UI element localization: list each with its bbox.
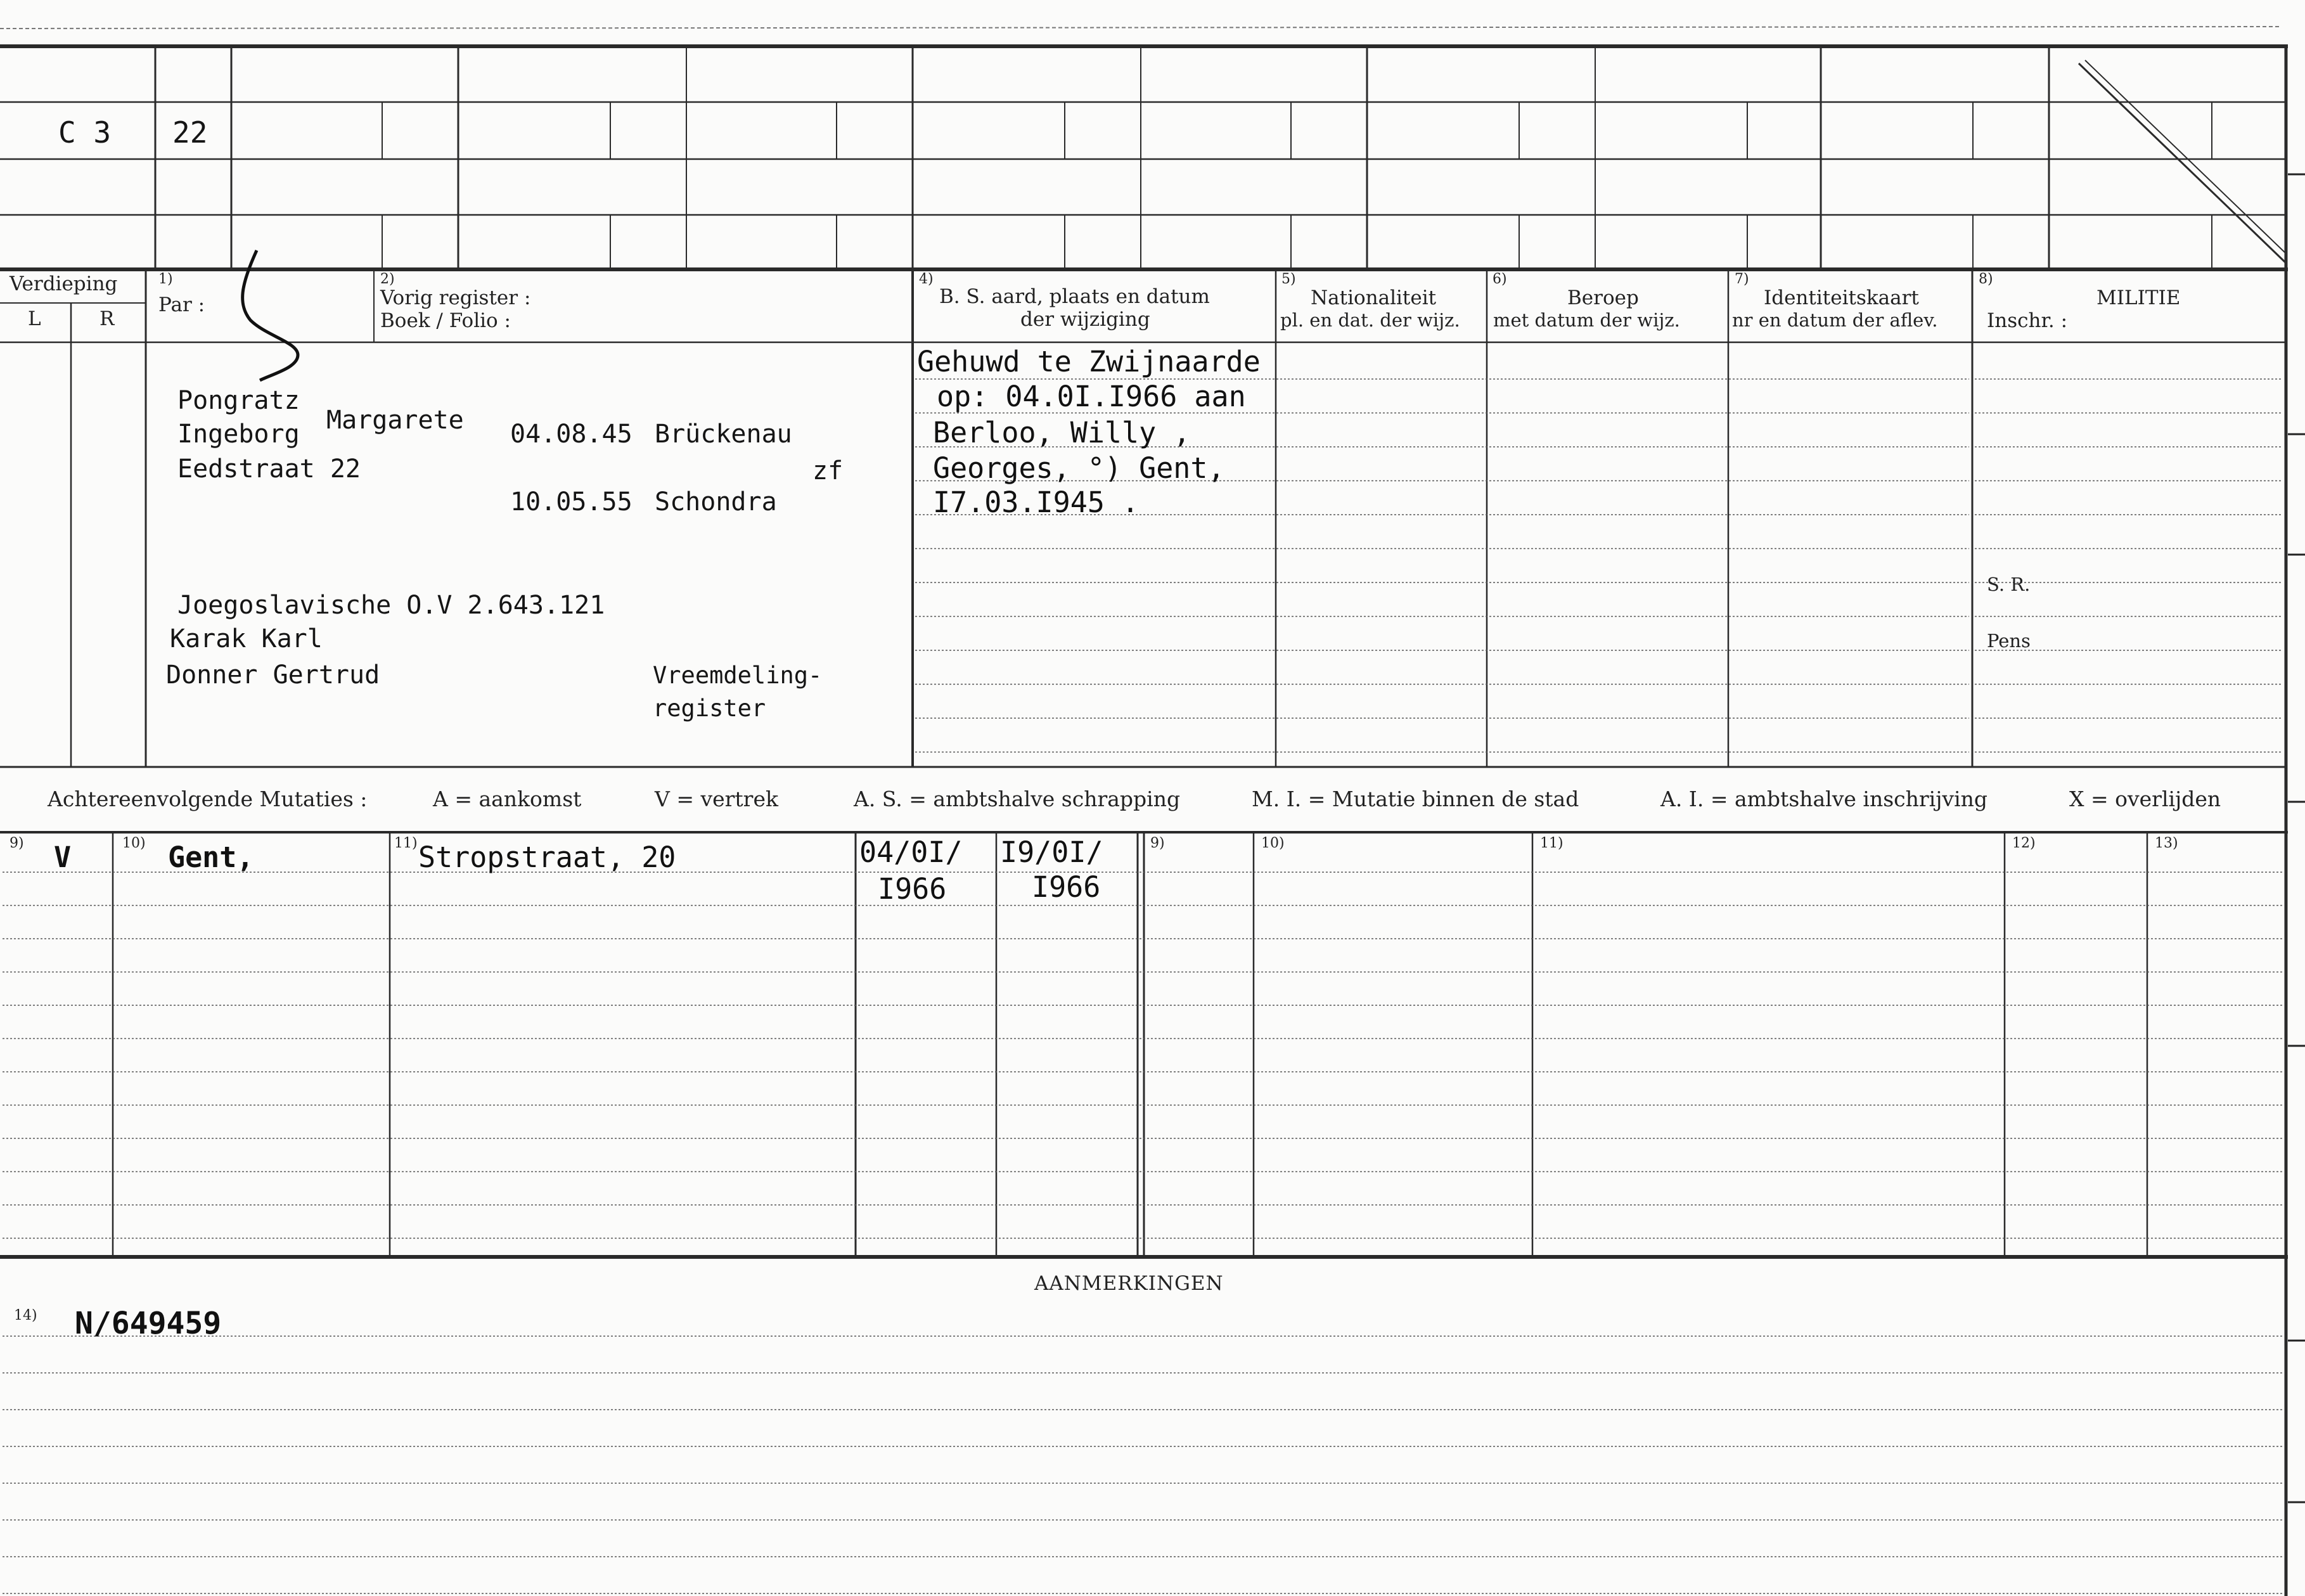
mut-header-13: 13) [2155, 835, 2178, 851]
mut-header-11-right: 11) [1540, 835, 1563, 851]
header-nationaliteit: Nationaliteit [1311, 286, 1437, 309]
nationality-line: Joegoslavische O.V 2.643.121 [177, 591, 605, 620]
header-der-wijziging: der wijziging [1020, 308, 1150, 331]
street-address: Eedstraat 22 [177, 454, 361, 484]
civil-status-line-4: Georges, °) Gent, [933, 451, 1225, 485]
remarks-num: 14) [14, 1308, 37, 1323]
header-identiteitskaart-sub: nr en datum der aflev. [1732, 309, 1938, 331]
register-note-1: Vreemdeling- [653, 662, 823, 689]
civil-status-line-3: Berloo, Willy , [933, 416, 1191, 449]
mother-name: Donner Gertrud [166, 660, 380, 690]
legend-ambtshalve-inschrijving: A. I. = ambtshalve inschrijving [1660, 787, 1988, 811]
header-boek-folio: Boek / Folio : [380, 309, 511, 332]
civil-status-line-1: Gehuwd te Zwijnaarde [917, 345, 1261, 378]
label-sr: S. R. [1987, 574, 2031, 595]
label-pens: Pens [1987, 630, 2031, 652]
card-code: C 3 [58, 115, 112, 150]
register-note-2: register [653, 695, 766, 722]
remarks-value: N/649459 [75, 1306, 222, 1341]
header-col8-num: 8) [1979, 271, 1993, 287]
civil-status-line-5: I7.03.I945 . [933, 486, 1140, 519]
card-number: 22 [172, 115, 208, 150]
header-beroep: Beroep [1567, 286, 1639, 309]
remarks-title: AANMERKINGEN [1034, 1272, 1224, 1295]
legend-ambtshalve-schrapping: A. S. = ambtshalve schrapping [854, 787, 1181, 811]
birth-place: Brückenau [655, 420, 792, 449]
mutation-type: V [54, 840, 72, 874]
arrival-place: Schondra [655, 487, 777, 517]
header-col7-num: 7) [1735, 271, 1749, 287]
header-col2-num: 2) [380, 271, 395, 287]
header-nationaliteit-sub: pl. en dat. der wijz. [1280, 309, 1460, 331]
legend-aankomst: A = aankomst [433, 787, 582, 811]
mutations-title: Achtereenvolgende Mutaties : [48, 787, 368, 811]
mutation-city: Gent, [168, 840, 254, 874]
mut-header-10-left: 10) [122, 835, 146, 851]
header-militie: MILITIE [2096, 286, 2181, 309]
surname: Pongratz [177, 386, 300, 415]
header-inschr: Inschr. : [1987, 309, 2068, 332]
birth-date: 04.08.45 [510, 420, 632, 449]
header-verdieping: Verdieping [10, 273, 118, 295]
first-name-2: Margarete [326, 406, 464, 435]
mut-header-10-right: 10) [1261, 835, 1285, 851]
civil-status-line-2: op: 04.0I.I966 aan [937, 380, 1246, 413]
header-beroep-sub: met datum der wijz. [1493, 309, 1680, 331]
status-code: zf [812, 456, 844, 486]
header-col1-num: 1) [158, 271, 173, 287]
mut-header-11-left: 11) [394, 835, 418, 851]
mutation-date2-line2: I966 [1032, 870, 1101, 904]
legend-overlijden: X = overlijden [2069, 787, 2221, 811]
header-verdieping-r: R [100, 307, 115, 330]
mut-header-12: 12) [2012, 835, 2036, 851]
father-name: Karak Karl [170, 624, 323, 653]
arrival-date: 10.05.55 [510, 487, 632, 517]
mut-header-9-right: 9) [1150, 835, 1165, 851]
header-par: Par : [158, 293, 205, 316]
first-name-1: Ingeborg [177, 420, 300, 449]
legend-vertrek: V = vertrek [655, 787, 778, 811]
header-col5-num: 5) [1281, 271, 1296, 287]
mutation-street: Stropstraat, 20 [418, 840, 676, 874]
header-col4-num: 4) [919, 271, 934, 287]
mutation-date1-line1: 04/0I/ [859, 835, 963, 869]
mutation-date2-line1: I9/0I/ [1000, 835, 1103, 869]
header-identiteitskaart: Identiteitskaart [1764, 286, 1919, 309]
mut-header-9-left: 9) [10, 835, 24, 851]
mutation-date1-line2: I966 [878, 872, 947, 906]
header-col6-num: 6) [1493, 271, 1507, 287]
header-verdieping-l: L [28, 307, 41, 330]
header-vorig-register: Vorig register : [380, 286, 531, 309]
legend-mutatie-binnen: M. I. = Mutatie binnen de stad [1252, 787, 1579, 811]
header-bs-aard: B. S. aard, plaats en datum [939, 285, 1210, 308]
